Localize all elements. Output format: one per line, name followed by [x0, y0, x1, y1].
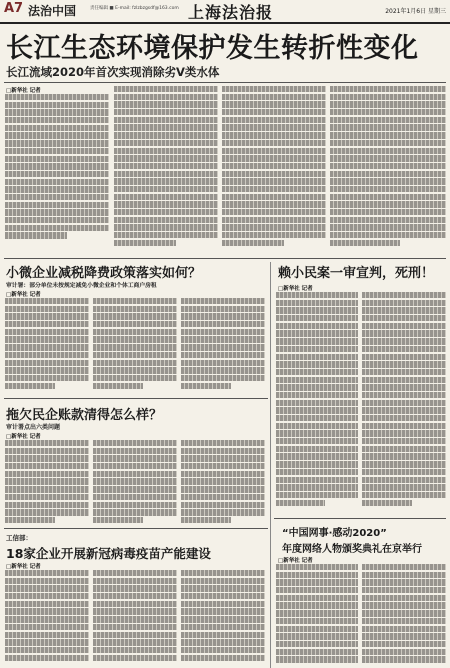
story2-byline: □新华社 记者 [6, 292, 41, 298]
column-divider [270, 262, 271, 668]
story2-deck: 审计署：部分单位未按规定减免小微企业和个体工商户房租 [6, 283, 157, 289]
story4-column-1 [5, 440, 89, 526]
story3-column-2 [362, 292, 446, 514]
divider [4, 398, 268, 399]
lead-column-4 [330, 86, 446, 256]
paper-title: 上海法治报 [188, 3, 274, 22]
story3-column-1 [276, 292, 358, 514]
story4-column-2 [93, 440, 177, 526]
story3-byline: □新华社 记者 [278, 286, 313, 292]
divider [274, 518, 446, 519]
page-number: A7 [4, 1, 24, 16]
issue-date: 2021年1月6日 星期三 [385, 8, 446, 15]
story6-byline: □新华社 记者 [278, 558, 313, 564]
lead-headline: 长江生态环境保护发生转折性变化 [6, 33, 419, 64]
story5-headline: 18家企业开展新冠病毒疫苗产能建设 [6, 546, 211, 561]
story6-column-2 [362, 564, 446, 666]
story5-byline: □新华社 记者 [6, 564, 41, 570]
divider [4, 258, 446, 259]
story2-headline: 小微企业减税降费政策落实如何？ [6, 266, 202, 281]
divider [4, 528, 268, 529]
story2-column-3 [181, 298, 265, 394]
story4-deck: 审计署点出六类问题 [6, 424, 61, 431]
section-name: 法治中国 [28, 4, 77, 18]
story2-column-2 [93, 298, 177, 394]
story5-kicker: 工信部： [6, 534, 32, 542]
lead-column-2 [114, 86, 218, 256]
story5-column-2 [93, 570, 177, 666]
editor-line: 责任编辑 ■ E-mail: fzlzbzgsdf@163.com [90, 6, 179, 11]
story2-column-1 [5, 298, 89, 394]
masthead [0, 0, 450, 24]
story6-column-1 [276, 564, 358, 666]
lead-byline: □新华社 记者 [6, 88, 41, 94]
lead-column-3 [222, 86, 326, 256]
story6-headline: “中国网事·感动2020” [282, 528, 387, 539]
lead-column-1 [5, 94, 109, 254]
story3-headline: 赖小民案一审宣判，死刑！ [278, 266, 435, 281]
story5-column-1 [5, 570, 89, 666]
divider [4, 82, 446, 83]
story6-subheadline: 年度网络人物颁奖典礼在京举行 [282, 544, 422, 555]
story4-byline: □新华社 记者 [6, 434, 41, 440]
lead-subheadline: 长江流域2020年首次实现消除劣Ⅴ类水体 [6, 65, 220, 79]
story4-column-3 [181, 440, 265, 526]
story4-headline: 拖欠民企账款清得怎么样？ [6, 408, 163, 423]
story5-column-3 [181, 570, 265, 666]
